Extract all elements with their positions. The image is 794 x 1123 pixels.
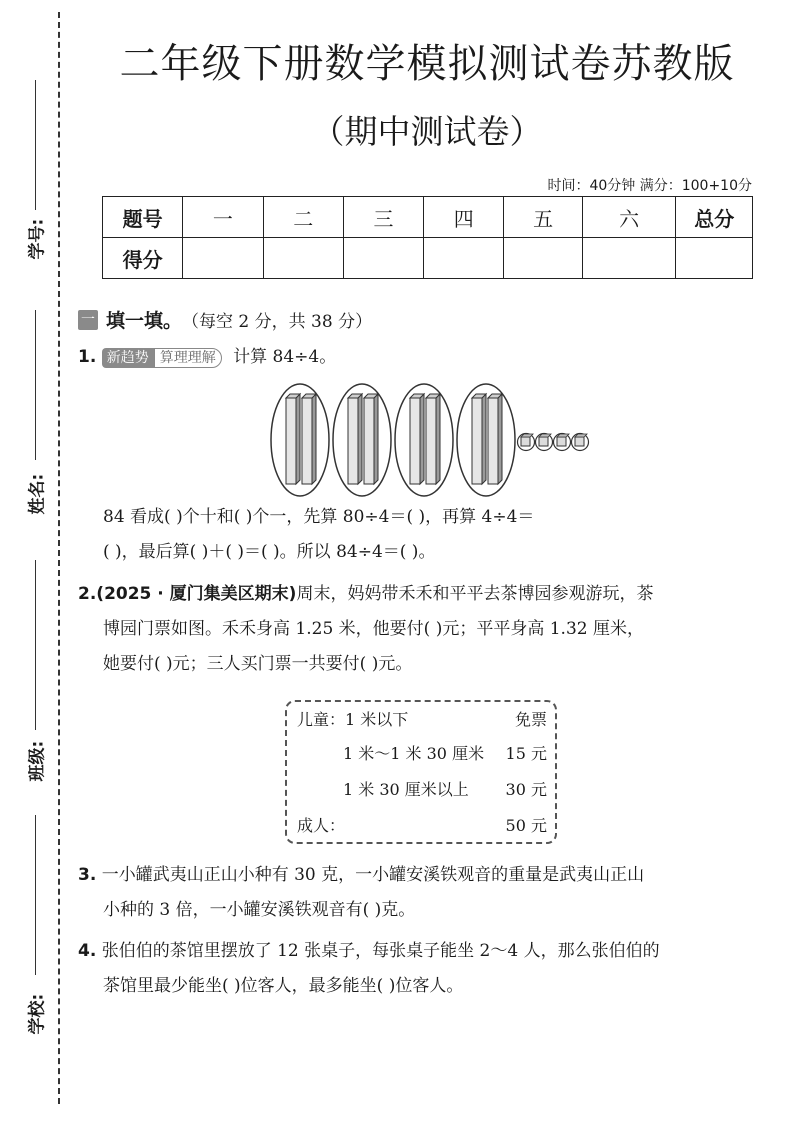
score-header-cell: 六: [582, 197, 676, 238]
new-trend-tag: 新趋势: [102, 348, 154, 368]
score-cell[interactable]: [263, 238, 343, 279]
ticket-row: [297, 742, 547, 766]
score-header-cell: 五: [504, 197, 582, 238]
ticket-row-price: 30 元: [505, 780, 547, 799]
unit-cube: [518, 434, 535, 451]
ten-stick-bundle: [286, 394, 300, 484]
score-cell[interactable]: [676, 238, 753, 279]
score-table: [102, 196, 753, 279]
score-header-cell: 四: [424, 197, 504, 238]
question-1-text: [78, 500, 768, 570]
ticket-row-label: 1 米 30 厘米以上: [343, 780, 469, 799]
question-source: (2025 · 厦门集美区期末): [96, 584, 297, 604]
section-title: 填一填。: [106, 310, 183, 332]
ticket-row-label: 成人：: [297, 816, 346, 835]
category-tag: 算理理解: [154, 348, 222, 368]
question-text-line: 小种的 3 倍，一小罐安溪铁观音有( )克。: [103, 900, 416, 920]
question-2: [78, 577, 768, 682]
score-row-label: 得分: [103, 238, 183, 279]
unit-cube: [572, 434, 589, 451]
name-label: 姓名:: [27, 473, 48, 515]
score-header-cell: 一: [183, 197, 263, 238]
student-id-label: 学号:: [27, 218, 48, 260]
ticket-row: [297, 814, 547, 838]
ticket-row-price: 50 元: [505, 816, 547, 835]
ticket-row: [297, 778, 547, 802]
side-field-name: [18, 310, 52, 520]
score-cell[interactable]: [183, 238, 263, 279]
question-text-line: 茶馆里最少能坐( )位客人，最多能坐( )位客人。: [103, 976, 464, 996]
ten-stick-bundle: [472, 394, 486, 484]
binding-dashed-line: [58, 12, 60, 1104]
ten-stick-bundle: [302, 394, 316, 484]
time-info: 时间：40分钟 满分：100+10分: [547, 178, 752, 194]
student-id-underline[interactable]: [35, 80, 36, 210]
question-text-line: 张伯伯的茶馆里摆放了 12 张桌子，每张桌子能坐 2～4 人，那么张伯伯的: [101, 941, 660, 961]
ticket-row-label: 1 米～1 米 30 厘米: [343, 744, 485, 763]
score-table-header-row: [103, 197, 753, 238]
unit-cube: [536, 434, 553, 451]
question-prompt: 计算 84÷4。: [233, 347, 337, 367]
ten-stick-bundle: [348, 394, 362, 484]
ticket-price-board: [285, 700, 557, 844]
ten-stick-bundle: [426, 394, 440, 484]
question-text-line: ( )，最后算( )＋( )＝( )。所以 84÷4＝( )。: [103, 542, 436, 562]
ticket-row-label: 儿童：1 米以下: [297, 710, 409, 729]
question-number: 2.: [78, 584, 97, 604]
question-number: 1.: [78, 347, 97, 367]
question-text-line: 84 看成( )个十和( )个一，先算 80÷4＝( )，再算 4÷4＝: [103, 507, 535, 527]
place-value-sticks-diagram: [268, 382, 618, 498]
question-3: [78, 858, 768, 928]
question-number: 4.: [78, 941, 97, 961]
ticket-row: [297, 708, 547, 732]
score-header-cell: 三: [343, 197, 423, 238]
school-underline[interactable]: [35, 815, 36, 975]
section-number-badge: 一: [78, 310, 98, 330]
side-field-student-id: [18, 80, 52, 270]
ten-stick-bundle: [488, 394, 502, 484]
page-title: 二年级下册数学模拟测试卷苏教版: [119, 41, 735, 87]
question-text-line: 一小罐武夷山正山小种有 30 克，一小罐安溪铁观音的重量是武夷山正山: [101, 865, 645, 885]
score-cell[interactable]: [424, 238, 504, 279]
score-cell[interactable]: [343, 238, 423, 279]
section-score-note: （每空 2 分，共 38 分）: [182, 312, 373, 332]
question-number: 3.: [78, 865, 97, 885]
unit-cube: [554, 434, 571, 451]
question-text-line: 博园门票如图。禾禾身高 1.25 米，他要付( )元；平平身高 1.32 厘米，: [103, 619, 644, 639]
score-header-cell: 题号: [103, 197, 183, 238]
ten-stick-bundle: [364, 394, 378, 484]
side-field-school: [18, 815, 52, 1035]
score-table-score-row: [103, 238, 753, 279]
score-cell[interactable]: [504, 238, 582, 279]
question-4: [78, 934, 768, 1004]
question-text-line: 她要付( )元；三人买门票一共要付( )元。: [103, 654, 413, 674]
ticket-row-price: 15 元: [505, 744, 547, 763]
side-field-class: [18, 560, 52, 785]
school-label: 学校:: [27, 993, 48, 1035]
section-heading: [78, 306, 372, 333]
ticket-row-price: 免票: [514, 710, 547, 729]
score-header-cell: 总分: [676, 197, 753, 238]
page-subtitle: （期中测试卷）: [311, 112, 543, 151]
score-header-cell: 二: [263, 197, 343, 238]
question-text-line: 周末，妈妈带禾禾和平平去茶博园参观游玩，茶: [296, 584, 654, 604]
name-underline[interactable]: [35, 310, 36, 460]
score-cell[interactable]: [582, 238, 676, 279]
class-label: 班级:: [27, 740, 48, 782]
class-underline[interactable]: [35, 560, 36, 730]
question-1-head: [78, 340, 768, 375]
ten-stick-bundle: [410, 394, 424, 484]
